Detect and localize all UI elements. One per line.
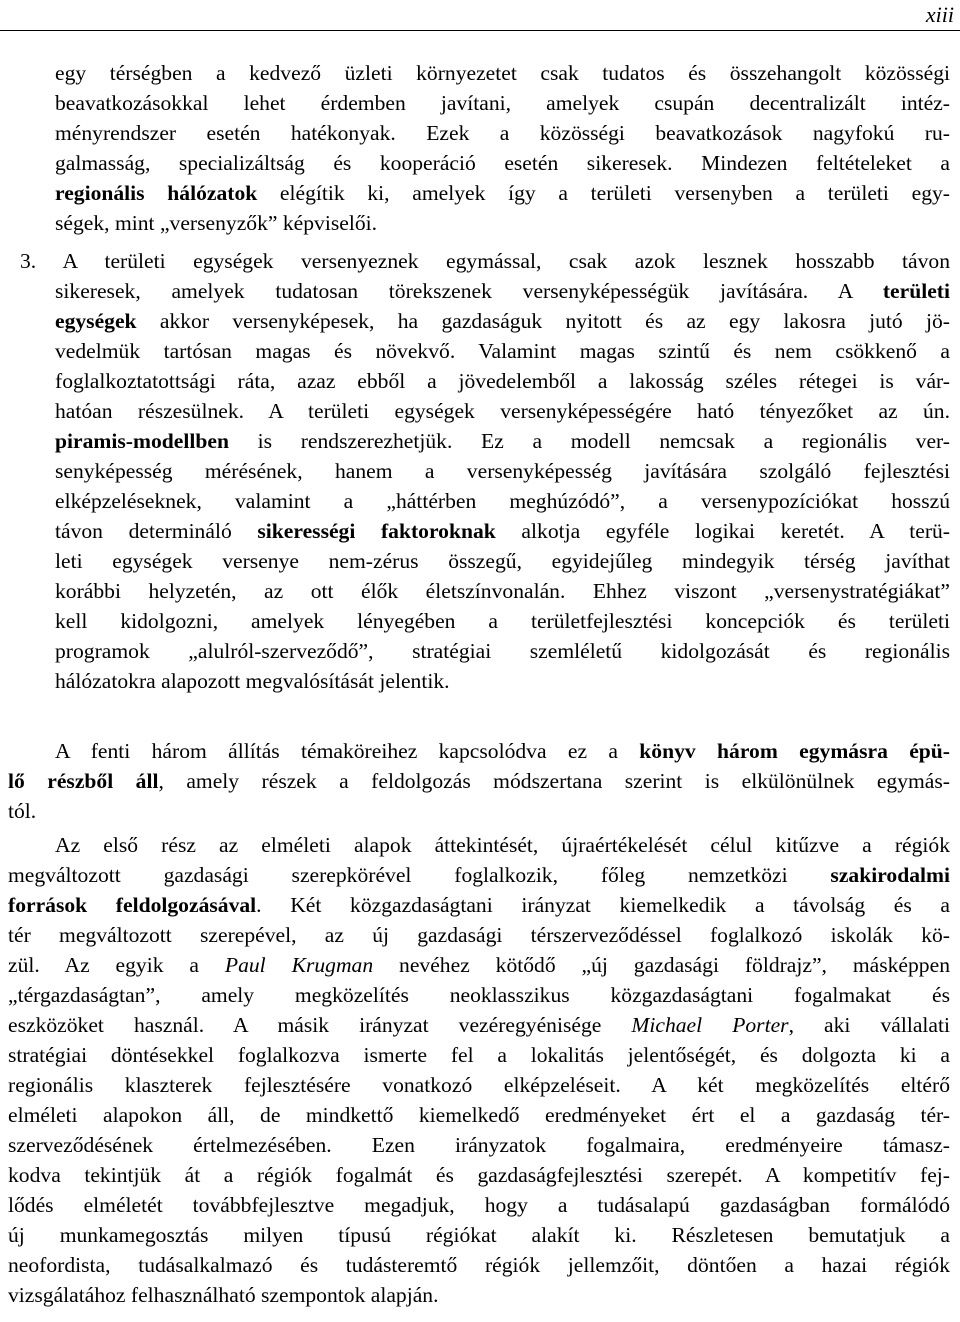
- text-run: is rendszerezhetjük. Ez a modell nemcsak a regionális ver-: [228, 429, 950, 453]
- line-text: [55, 88, 950, 118]
- text-run: regionális klaszterek fejlesztésére vonatkozó elképzeléseit. A két megközelítés eltérő: [8, 1073, 950, 1097]
- text-line: [55, 88, 950, 118]
- text-line: [8, 1190, 950, 1220]
- text-line: [55, 396, 950, 426]
- line-text: [55, 306, 950, 336]
- text-run: korábbi helyzetén, az ott élők életszínvonalán. Ehhez viszont „versenystratégiákat”: [55, 579, 950, 603]
- line-text: [8, 860, 950, 890]
- text-line: [55, 148, 950, 178]
- text-line: [55, 426, 950, 456]
- page-number: xiii: [925, 2, 954, 27]
- text-line: [55, 306, 950, 336]
- line-text: [8, 1070, 950, 1100]
- text-line: [8, 920, 950, 950]
- line-text: [55, 366, 950, 396]
- text-run: kell kidolgozni, amelyek lényegében a területfejlesztési koncepciók és területi: [55, 609, 950, 633]
- text-line: [55, 830, 950, 860]
- text-run: , amely részek a feldolgozás módszertana szerint is elkülönülnek egymás-: [158, 769, 950, 793]
- text-line: [55, 736, 950, 766]
- bold-term: lő részből áll: [8, 769, 159, 793]
- text-run: tér megváltozott szerepével, az új gazdasági térszerveződéssel foglalkozó iskolák kö-: [8, 923, 950, 947]
- italic-name: Michael Porter: [631, 1013, 789, 1037]
- line-text: [55, 276, 950, 306]
- text-run: szerveződésének értelmezésében. Ezen irányzatok fogalmaira, eredményeire támasz-: [8, 1133, 950, 1157]
- text-run: vedelmük tartósan magas és növekvő. Valamint magas szintű és nem csökkenő a: [55, 339, 950, 363]
- line-text: [55, 636, 950, 666]
- text-run: 3. A területi egységek versenyeznek egymással, csak azok lesznek hosszabb távon: [20, 249, 950, 273]
- text-run: nevéhez kötődő „új gazdasági földrajz”, másképpen: [373, 953, 950, 977]
- text-run: elégítik ki, amelyek így a területi versenyben a területi egy-: [257, 181, 950, 205]
- line-text: [55, 208, 377, 238]
- line-text: [8, 766, 950, 796]
- header-rule: [0, 30, 960, 31]
- line-text: [55, 148, 950, 178]
- line-text: [8, 1190, 950, 1220]
- text-line: [20, 246, 950, 276]
- text-line: [8, 1250, 950, 1280]
- line-text: [55, 456, 950, 486]
- line-text: [8, 980, 950, 1010]
- text-run: hálózatokra alapozott megvalósítását jelentik.: [55, 669, 450, 693]
- text-run: ményrendszer esetén hatékonyak. Ezek a közösségi beavatkozások nagyfokú ru-: [55, 121, 950, 145]
- text-line: [8, 860, 950, 890]
- line-text: [8, 950, 950, 980]
- text-run: kodva tekintjük át a régiók fogalmát és gazdaságfejlesztési szerepét. A kompetitív fej-: [8, 1163, 950, 1187]
- text-line: [8, 1130, 950, 1160]
- text-run: stratégiai döntésekkel foglalkozva ismerte fel a lokalitás jelentőségét, és dolgozta ki a: [8, 1043, 950, 1067]
- text-run: hatóan részesülnek. A területi egységek versenyképességére ható tényezőket az ún.: [55, 399, 950, 423]
- line-text: [55, 736, 950, 766]
- text-run: alkotja egyféle logikai keretét. A terü-: [495, 519, 950, 543]
- bold-term: források feldolgozásával: [8, 893, 257, 917]
- text-line: [8, 1280, 439, 1310]
- line-text: [8, 1220, 950, 1250]
- text-line: [8, 1100, 950, 1130]
- line-text: [8, 1280, 439, 1310]
- text-line: [8, 1220, 950, 1250]
- text-run: vizsgálatához felhasználható szempontok alapján.: [8, 1283, 439, 1307]
- line-text: [55, 396, 950, 426]
- text-line: [8, 890, 950, 920]
- line-text: [55, 830, 950, 860]
- text-line: [55, 606, 950, 636]
- text-run: eszközöket használ. A másik irányzat vezéregyénisége: [8, 1013, 632, 1037]
- text-line: [55, 636, 950, 666]
- text-run: neofordista, tudásalkalmazó és tudásteremtő régiók jellemzőit, döntően a hazai régiók: [8, 1253, 950, 1277]
- line-text: [8, 890, 950, 920]
- text-line: [55, 666, 450, 696]
- line-text: [8, 1250, 950, 1280]
- line-text: [8, 1130, 950, 1160]
- line-text: [8, 1040, 950, 1070]
- text-line: [55, 208, 377, 238]
- text-line: [8, 766, 950, 796]
- text-line: [55, 546, 950, 576]
- text-line: [55, 118, 950, 148]
- line-text: [55, 666, 450, 696]
- text-line: [55, 516, 950, 546]
- text-run: leti egységek versenye nem-zérus összegű, egyidejűleg mindegyik térség javíthat: [55, 549, 950, 573]
- text-run: , aki vállalati: [788, 1013, 951, 1037]
- text-run: galmasság, specializáltság és kooperáció esetén sikeresek. Mindezen feltételeket a: [55, 151, 950, 175]
- text-line: [8, 1040, 950, 1070]
- bold-term: regionális hálózatok: [55, 181, 258, 205]
- line-text: [20, 246, 950, 276]
- line-text: [8, 796, 36, 826]
- bold-term: szakirodalmi: [830, 863, 950, 887]
- bold-term: egységek: [55, 309, 137, 333]
- text-run: ségek, mint „versenyzők” képviselői.: [55, 211, 378, 235]
- line-text: [55, 486, 950, 516]
- text-run: programok „alulról-szerveződő”, stratégiai szemléletű kidolgozását és regionális: [55, 639, 950, 663]
- text-run: . Két közgazdaságtani irányzat kiemelkedik a távolság és a: [256, 893, 951, 917]
- italic-name: Paul Krugman: [224, 953, 374, 977]
- text-line: [8, 950, 950, 980]
- text-line: [8, 796, 36, 826]
- text-run: új munkamegosztás milyen típusú régiókat alakít ki. Részletesen bemutatjuk a: [8, 1223, 950, 1247]
- text-line: [55, 276, 950, 306]
- text-line: [55, 456, 950, 486]
- line-text: [55, 426, 950, 456]
- line-text: [55, 576, 950, 606]
- bold-term: sikerességi faktoroknak: [257, 519, 496, 543]
- text-line: [8, 1070, 950, 1100]
- text-run: elképzeléseknek, valamint a „háttérben meghúzódó”, a versenypozíciókat hosszú: [55, 489, 950, 513]
- text-run: egy térségben a kedvező üzleti környezetet csak tudatos és összehangolt közösségi: [55, 61, 950, 85]
- line-text: [55, 606, 950, 636]
- text-run: „térgazdaságtan”, amely megközelítés neoklasszikus közgazdaságtani fogalmakat és: [8, 983, 950, 1007]
- text-line: [55, 366, 950, 396]
- line-text: [55, 336, 950, 366]
- bold-term: területi: [882, 279, 950, 303]
- line-text: [55, 546, 950, 576]
- line-text: [8, 1100, 950, 1130]
- text-run: zül. Az egyik a: [8, 953, 225, 977]
- text-run: lődés elméletét továbbfejlesztve megadjuk, hogy a tudásalapú gazdaságban formálódó: [8, 1193, 950, 1217]
- text-line: [8, 980, 950, 1010]
- text-run: elméleti alapokon áll, de mindkettő kiemelkedő eredményeket ért el a gazdaság tér-: [8, 1103, 950, 1127]
- text-run: A fenti három állítás témaköreihez kapcsolódva ez a: [55, 739, 640, 763]
- bold-term: könyv három egymásra épü-: [639, 739, 951, 763]
- text-run: megváltozott gazdasági szerepkörével foglalkozik, főleg nemzetközi: [8, 863, 831, 887]
- text-run: foglalkoztatottsági ráta, azaz ebből a jövedelemből a lakosság széles rétegei is vár-: [55, 369, 950, 393]
- line-text: [8, 1160, 950, 1190]
- text-line: [8, 1010, 950, 1040]
- bold-term: piramis-modellben: [55, 429, 229, 453]
- line-text: [8, 1010, 950, 1040]
- line-text: [8, 920, 950, 950]
- line-text: [55, 178, 950, 208]
- text-run: sikeresek, amelyek tudatosan törekszenek versenyképességük javítására. A: [55, 279, 883, 303]
- text-line: [55, 178, 950, 208]
- text-line: [55, 486, 950, 516]
- text-run: távon determináló: [55, 519, 258, 543]
- line-text: [55, 118, 950, 148]
- text-run: Az első rész az elméleti alapok áttekintését, újraértékelését célul kitűzve a régiók: [55, 833, 950, 857]
- text-run: tól.: [8, 799, 37, 823]
- text-run: beavatkozásokkal lehet érdemben javítani, amelyek csupán decentralizált intéz-: [55, 91, 950, 115]
- text-line: [55, 336, 950, 366]
- text-line: [8, 1160, 950, 1190]
- text-line: [55, 576, 950, 606]
- line-text: [55, 58, 950, 88]
- text-run: senyképesség mérésének, hanem a versenyképesség javítására szolgáló fejlesztési: [55, 459, 950, 483]
- text-run: akkor versenyképesek, ha gazdaságuk nyitott és az egy lakosra jutó jö-: [136, 309, 950, 333]
- line-text: [55, 516, 950, 546]
- text-line: [55, 58, 950, 88]
